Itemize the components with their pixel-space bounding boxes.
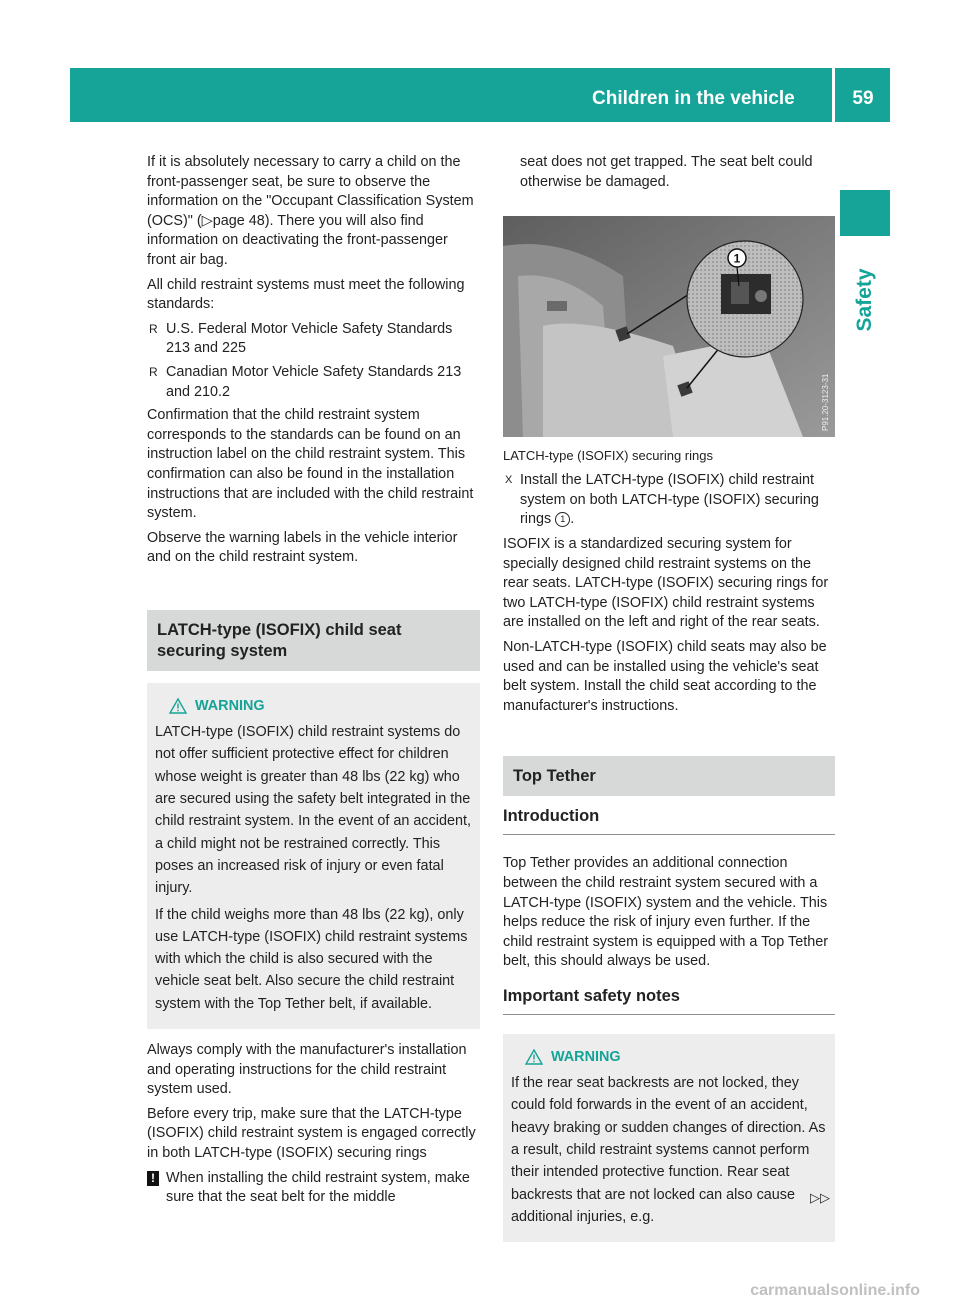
warning-header [525,1046,827,1068]
warning-box [147,683,480,1029]
bullet-icon: R [149,364,158,379]
side-tab-marker [840,190,890,236]
chapter-title: Children in the vehicle [592,88,795,109]
paragraph: Always comply with the manufacturer's installation and operating instructions for the child restraint system used. [147,1042,467,1098]
instruction-step: X Install the LATCH-type (ISOFIX) child restraint system on both LATCH-type (ISOFIX) securing rings 1 . [505,472,819,528]
exclamation-icon: ! [147,1171,159,1186]
subsection-title: Important safety notes [503,986,835,1015]
warning-triangle-icon [169,698,187,714]
list-item: R Canadian Motor Vehicle Safety Standards 213 and 210.2 [149,363,462,400]
left-column [147,153,480,1208]
paragraph: All child restraint systems must meet the following standards: [147,276,465,313]
warning-label: WARNING [195,697,265,714]
notice: ! When installing the child restraint system, make sure that the seat belt for the middle [147,1169,480,1208]
step-arrow-icon: X [505,474,513,487]
paragraph: Top Tether provides an additional connection between the child restraint system secured with a LATCH-type (ISOFIX) system and the vehicle. This helps reduce the risk of injury even further. If the child restraint system is equipped with a Top Tether belt, this should always be used. [503,855,829,970]
paragraph: seat does not get trapped. The seat belt could otherwise be damaged. [520,154,813,190]
section-title: Top Tether [513,767,596,786]
header-divider [832,68,835,122]
callout-ref: 1 [555,512,570,527]
warning-triangle-icon [525,1049,543,1065]
warning-box [503,1034,835,1242]
watermark: carmanualsonline.info [750,1282,920,1299]
figure-code: P91.20-3123-31 [821,373,830,432]
paragraph: Before every trip, make sure that the LATCH-type (ISOFIX) child restraint system is engaged correctly in both LATCH-type (ISOFIX) securing rings [147,1105,476,1161]
continue-arrow-icon: ▷▷ [810,1190,830,1205]
section-heading-box [147,610,480,671]
warning-text: If the rear seat backrests are not locked, they could fold forwards in the event of an accident, heavy braking or sudden changes of direction. As a result, child restraint systems cannot perform their intended protective function. Rear seat backrests that are not locked can also cause additional injuries, e.g. [511,1075,826,1225]
paragraph: Non-LATCH-type (ISOFIX) child seats may also be used and can be installed using the vehicle's seat belt system. Install the child seat according to the manufacturer's instructions. [503,638,827,714]
bullet-icon: R [149,321,158,336]
warning-text: LATCH-type (ISOFIX) child restraint systems do not offer sufficient protective effect for children whose weight is greater than 48 lbs (22 kg) who are secured using the safety belt integrated in the child restraint system. In the event of an accident, a child might not be restrained correctly. This poses an increased risk of injury or even fatal injury. [155,724,471,897]
subsection-title: Introduction [503,806,835,835]
isofix-rings-figure [503,216,835,437]
warning-text: If the child weighs more than 48 lbs (22 kg), only use LATCH-type (ISOFIX) child restraint systems with which the child is also secured with the vehicle seat belt. Also secure the child restraint system with the Top Tether belt, if available. [155,906,468,1012]
paragraph: ISOFIX is a standardized securing system for specially designed child restraint systems on the rear seats. LATCH-type (ISOFIX) securing rings for two LATCH-type (ISOFIX) child restraint systems are installed on the left and right of the rear seats. [503,535,829,631]
paragraph: If it is absolutely necessary to carry a child on the front-passenger seat, be sure to observe the information on the "Occupant Classification System (OCS)" (▷page 48). There you will also find information on deactivating the front-passenger front air bag. [147,154,474,268]
paragraph: Observe the warning labels in the vehicle interior and on the child restraint system. [147,529,458,566]
figure-caption: LATCH-type (ISOFIX) securing rings [503,448,713,464]
paragraph: Confirmation that the child restraint system corresponds to the standards can be found on an instruction label on the child restraint system. This confirmation can also be found in the installation instructions that are included with the child restraint system. [147,407,474,522]
warning-header [169,695,472,717]
side-tab-label: Safety [853,268,876,332]
page-ref-arrow-icon: ▷ [201,212,213,229]
right-column [503,153,835,1254]
section-heading-box [503,756,835,796]
page-number: 59 [852,88,874,109]
figure-callout: 1 [733,251,741,266]
list-item: R U.S. Federal Motor Vehicle Safety Standards 213 and 225 [149,320,453,357]
section-title: LATCH-type (ISOFIX) child seat securing system [157,620,402,660]
warning-label: WARNING [551,1048,621,1065]
